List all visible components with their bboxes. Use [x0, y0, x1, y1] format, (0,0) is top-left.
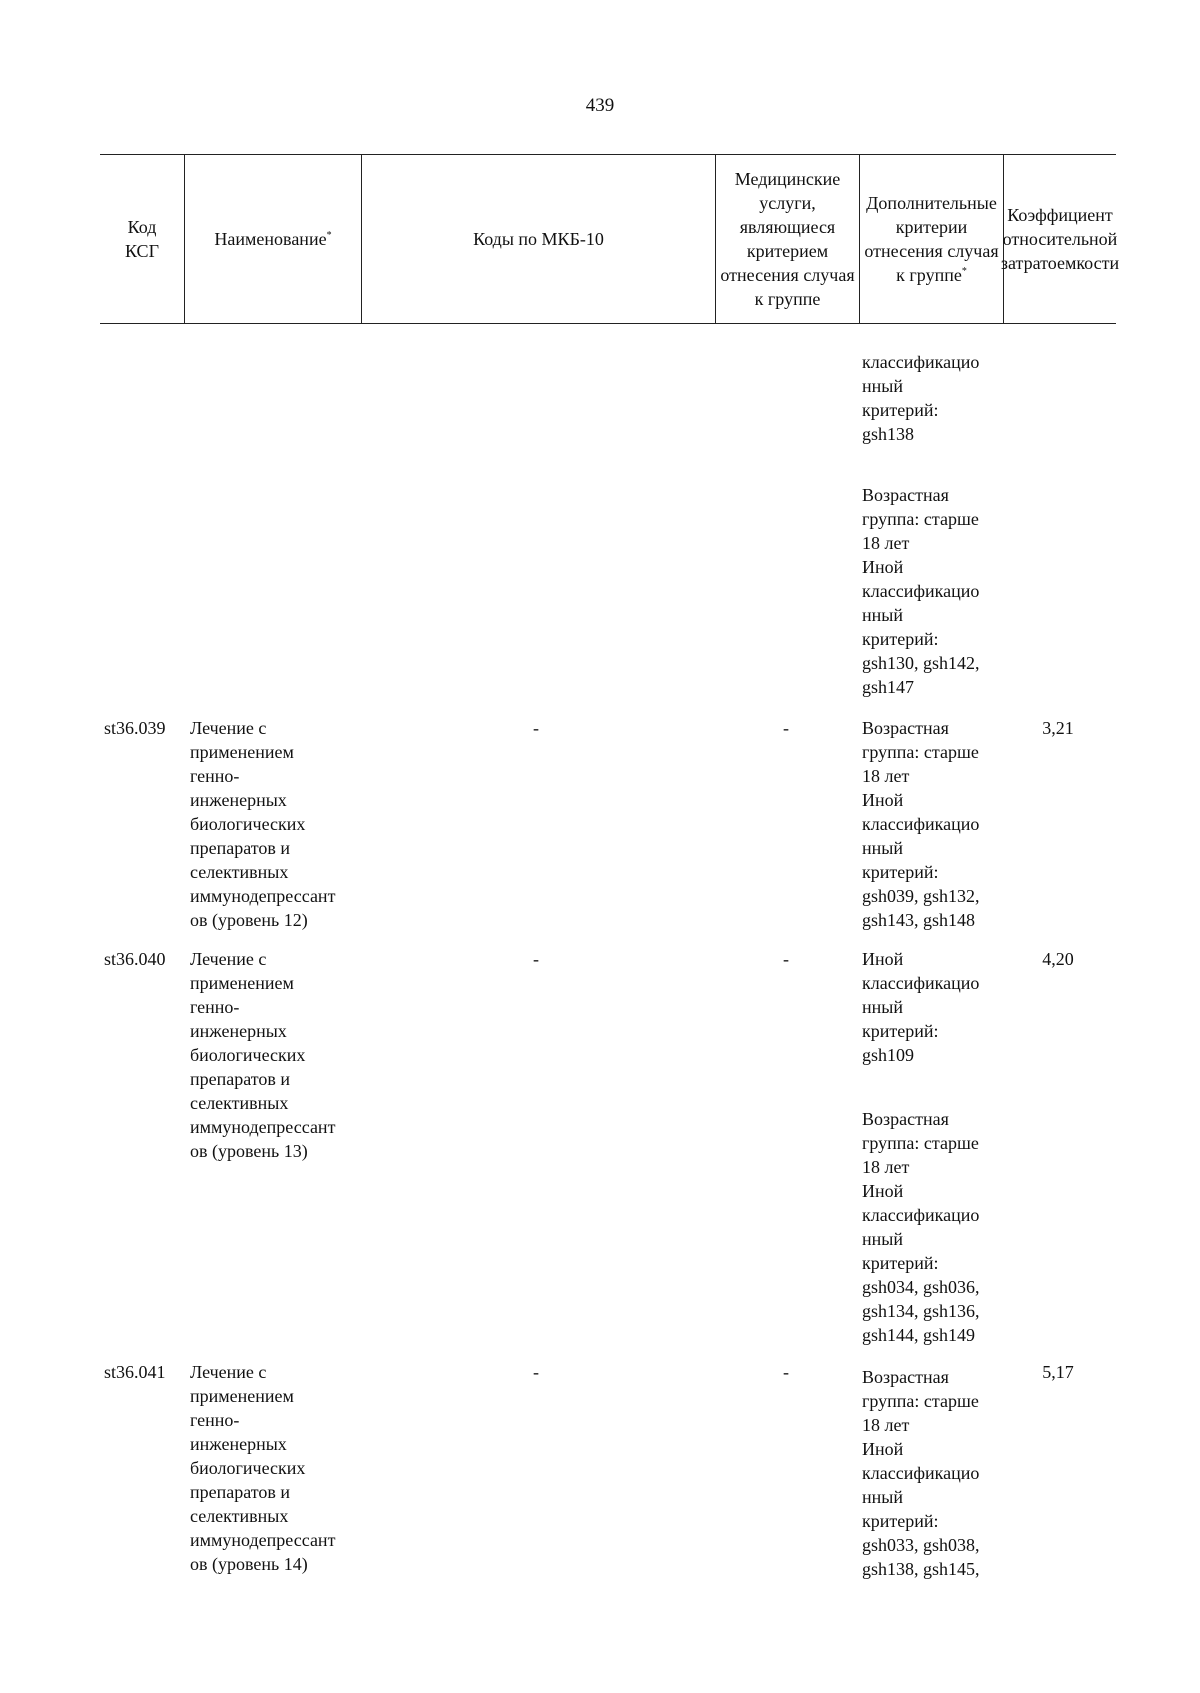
header-name: Наименование* — [184, 155, 361, 323]
table-header — [100, 154, 1120, 324]
row-name: Лечение с применением генно- инженерных биологических препаратов и селективных иммунодепрессант ов (уровень 14) — [190, 1362, 336, 1574]
row-services: - — [783, 949, 789, 969]
header-code: Код КСГ — [125, 217, 159, 261]
row-coef: 5,17 — [1042, 1362, 1074, 1382]
row-name: Лечение с применением генно- инженерных биологических препаратов и селективных иммунодепрессант ов (уровень 12) — [190, 718, 336, 930]
header-icd: Коды по МКБ-10 — [361, 155, 715, 323]
header-coef: Коэффициент относительной затратоемкости — [1003, 155, 1116, 323]
row-code: st36.040 — [104, 949, 166, 969]
row-criteria: Иной классификацио нный критерий: gsh109 — [862, 949, 980, 1065]
row-icd: - — [533, 718, 539, 738]
page-number: 439 — [585, 95, 615, 116]
row-criteria: Возрастная группа: старше 18 лет Иной классификацио нный критерий: gsh039, gsh132, gsh143, gsh148 — [862, 718, 980, 930]
row-criteria: Возрастная группа: старше 18 лет Иной классификацио нный критерий: gsh034, gsh036, gsh134, gsh136, gsh144, gsh149 — [862, 1109, 980, 1345]
row-icd: - — [533, 1362, 539, 1382]
continuation-criteria-1: классификацио нный критерий: gsh138 — [862, 352, 980, 444]
row-code: st36.039 — [104, 718, 166, 738]
header-services: Медицинские услуги, являющиеся критерием отнесения случая к группе — [715, 155, 859, 323]
continuation-criteria-2: Возрастная группа: старше 18 лет Иной классификацио нный критерий: gsh130, gsh142, gsh147 — [862, 485, 980, 697]
row-name: Лечение с применением генно- инженерных биологических препаратов и селективных иммунодепрессант ов (уровень 13) — [190, 949, 336, 1161]
header-criteria: Дополнительные критерии отнесения случая к группе* — [859, 155, 1003, 323]
row-code: st36.041 — [104, 1362, 166, 1382]
row-services: - — [783, 1362, 789, 1382]
row-coef: 4,20 — [1042, 949, 1074, 969]
row-services: - — [783, 718, 789, 738]
row-icd: - — [533, 949, 539, 969]
row-criteria: Возрастная группа: старше 18 лет Иной классификацио нный критерий: gsh033, gsh038, gsh138, gsh145, — [862, 1367, 980, 1579]
row-coef: 3,21 — [1042, 718, 1074, 738]
